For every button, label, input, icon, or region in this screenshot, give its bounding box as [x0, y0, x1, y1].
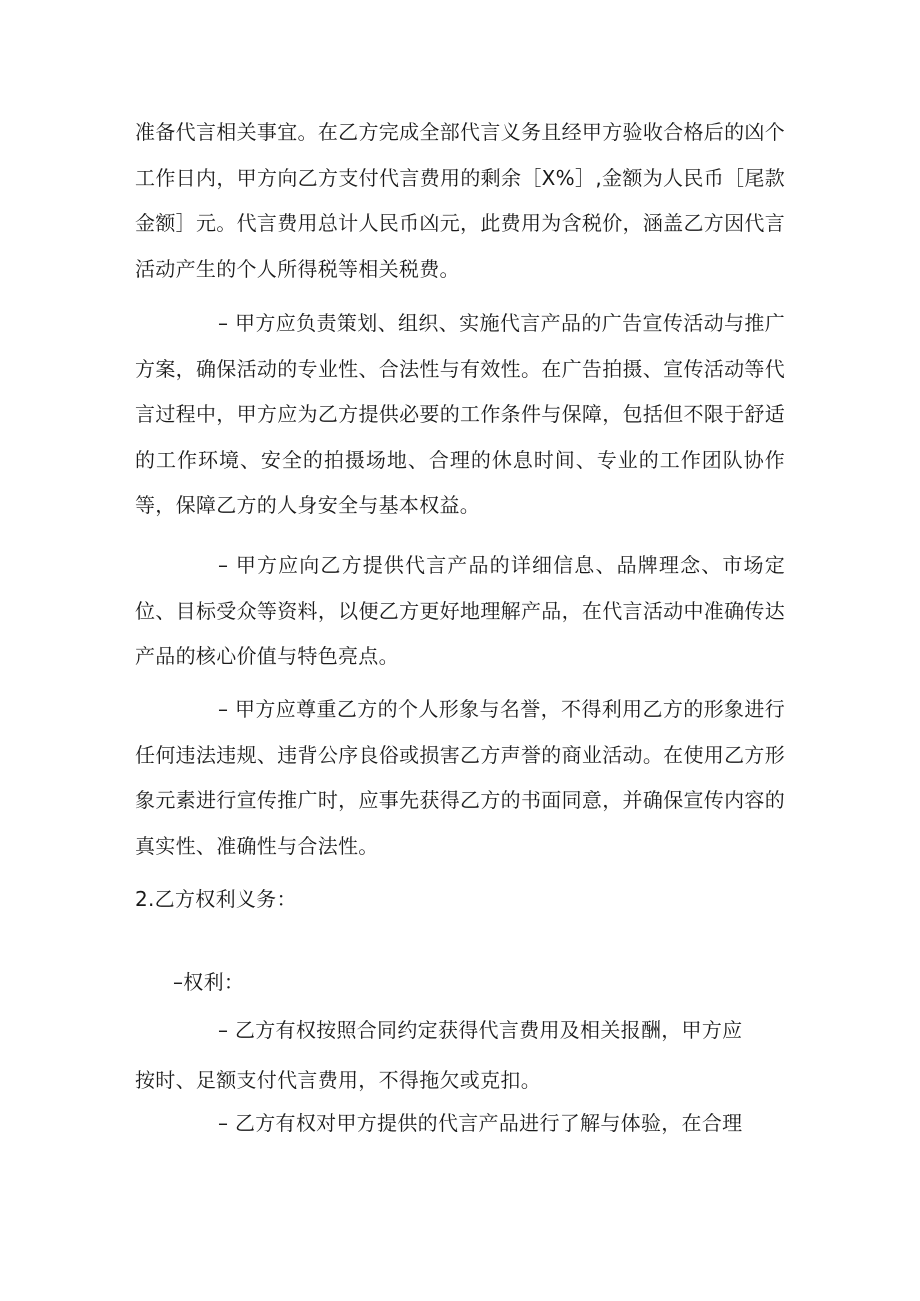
rights-item-1-line-2: 按时、足额支付代言费用，不得拖欠或克扣。	[135, 1068, 541, 1092]
subheading-rights: –权利：	[173, 970, 245, 994]
rights-item-1-line-1: – 乙方有权按照合同约定获得代言费用及相关报酬，甲方应	[218, 1018, 743, 1042]
paragraph-payment-terms: 准备代言相关事宜。在乙方完成全部代言义务且经甲方验收合格后的凶个工作日内，甲方向乙方支付代言费用的剩余［X%］,金额为人民币［尾款金额］元。代言费用总计人民币凶元，此费用为含税价，涵盖乙方因代言活动产生的个人所得税等相关税费。	[135, 120, 785, 281]
paragraph-party-a-promotion-duty: – 甲方应负责策划、组织、实施代言产品的广告宣传活动与推广方案，确保活动的专业性、合法性与有效性。在广告拍摄、宣传活动等代言过程中，甲方应为乙方提供必要的工作条件与保障，包括但不限于舒适的工作环境、安全的拍摄场地、合理的休息时间、专业的工作团队协作等，保障乙方的人身安全与基本权益。	[135, 311, 785, 517]
paragraph-party-a-respect-image-duty: – 甲方应尊重乙方的个人形象与名誉，不得利用乙方的形象进行任何违法违规、违背公序良俗或损害乙方声誉的商业活动。在使用乙方形象元素进行宣传推广时，应事先获得乙方的书面同意，并确保宣传内容的真实性、准确性与合法性。	[135, 697, 785, 858]
rights-item-2-line-1: – 乙方有权对甲方提供的代言产品进行了解与体验，在合理	[218, 1111, 743, 1135]
section-heading: 2.乙方权利义务：	[135, 887, 297, 911]
paragraph-party-a-product-info-duty: – 甲方应向乙方提供代言产品的详细信息、品牌理念、市场定位、目标受众等资料，以便乙方更好地理解产品，在代言活动中准确传达产品的核心价值与特色亮点。	[135, 553, 785, 668]
